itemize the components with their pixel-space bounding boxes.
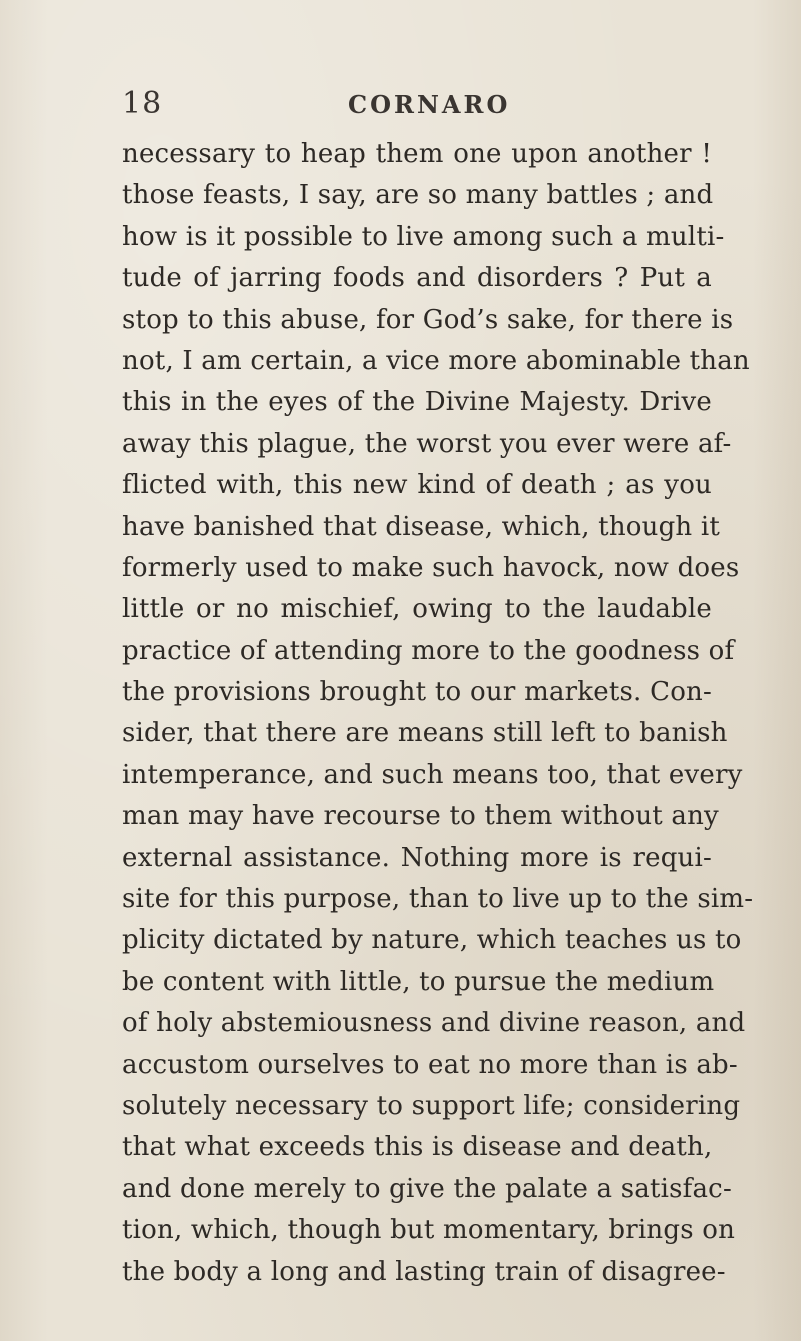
text-line: man may have recourse to them without any — [122, 801, 719, 832]
text-line: plicity dictated by nature, which teaches us to — [122, 925, 742, 956]
text-line: be content with little, to pursue the medium — [122, 966, 715, 997]
text-line: flicted with, this new kind of death ; as you — [122, 470, 712, 501]
body-text — [122, 134, 754, 1293]
page-number: 18 — [122, 86, 163, 121]
text-line: sider, that there are means still left to banish — [122, 718, 728, 749]
text-line: the provisions brought to our markets. Con- — [122, 677, 712, 708]
text-line: intemperance, and such means too, that every — [122, 759, 743, 790]
text-line: away this plague, the worst you ever were af- — [122, 428, 732, 459]
running-head — [122, 86, 682, 126]
text-line: external assistance. Nothing more is requi- — [122, 842, 712, 873]
text-line: tion, which, though but momentary, brings on — [122, 1215, 736, 1246]
text-line: formerly used to make such havock, now does — [122, 552, 740, 583]
running-title: CORNARO — [348, 90, 511, 119]
text-line: the body a long and lasting train of disagree- — [122, 1256, 726, 1287]
text-line: of holy abstemiousness and divine reason, and — [122, 1008, 746, 1039]
text-line: that what exceeds this is disease and death, — [122, 1132, 713, 1163]
text-line: and done merely to give the palate a satisfac- — [122, 1173, 732, 1204]
text-line: tude of jarring foods and disorders ? Put a — [122, 263, 712, 294]
text-line: how is it possible to live among such a multi- — [122, 221, 725, 252]
text-line: not, I am certain, a vice more abominable than — [122, 345, 750, 376]
text-line: site for this purpose, than to live up to the sim- — [122, 884, 754, 915]
text-line: this in the eyes of the Divine Majesty. Drive — [122, 387, 712, 418]
text-line: accustom ourselves to eat no more than is ab- — [122, 1049, 738, 1080]
text-line: those feasts, I say, are so many battles ; and — [122, 180, 714, 211]
text-line: little or no mischief, owing to the laudable — [122, 594, 712, 625]
text-line: practice of attending more to the goodness of — [122, 635, 735, 666]
text-line: necessary to heap them one upon another ! — [122, 139, 712, 169]
text-line: stop to this abuse, for God’s sake, for there is — [122, 304, 734, 335]
text-line: solutely necessary to support life; considering — [122, 1090, 741, 1121]
text-line: have banished that disease, which, though it — [122, 511, 720, 542]
